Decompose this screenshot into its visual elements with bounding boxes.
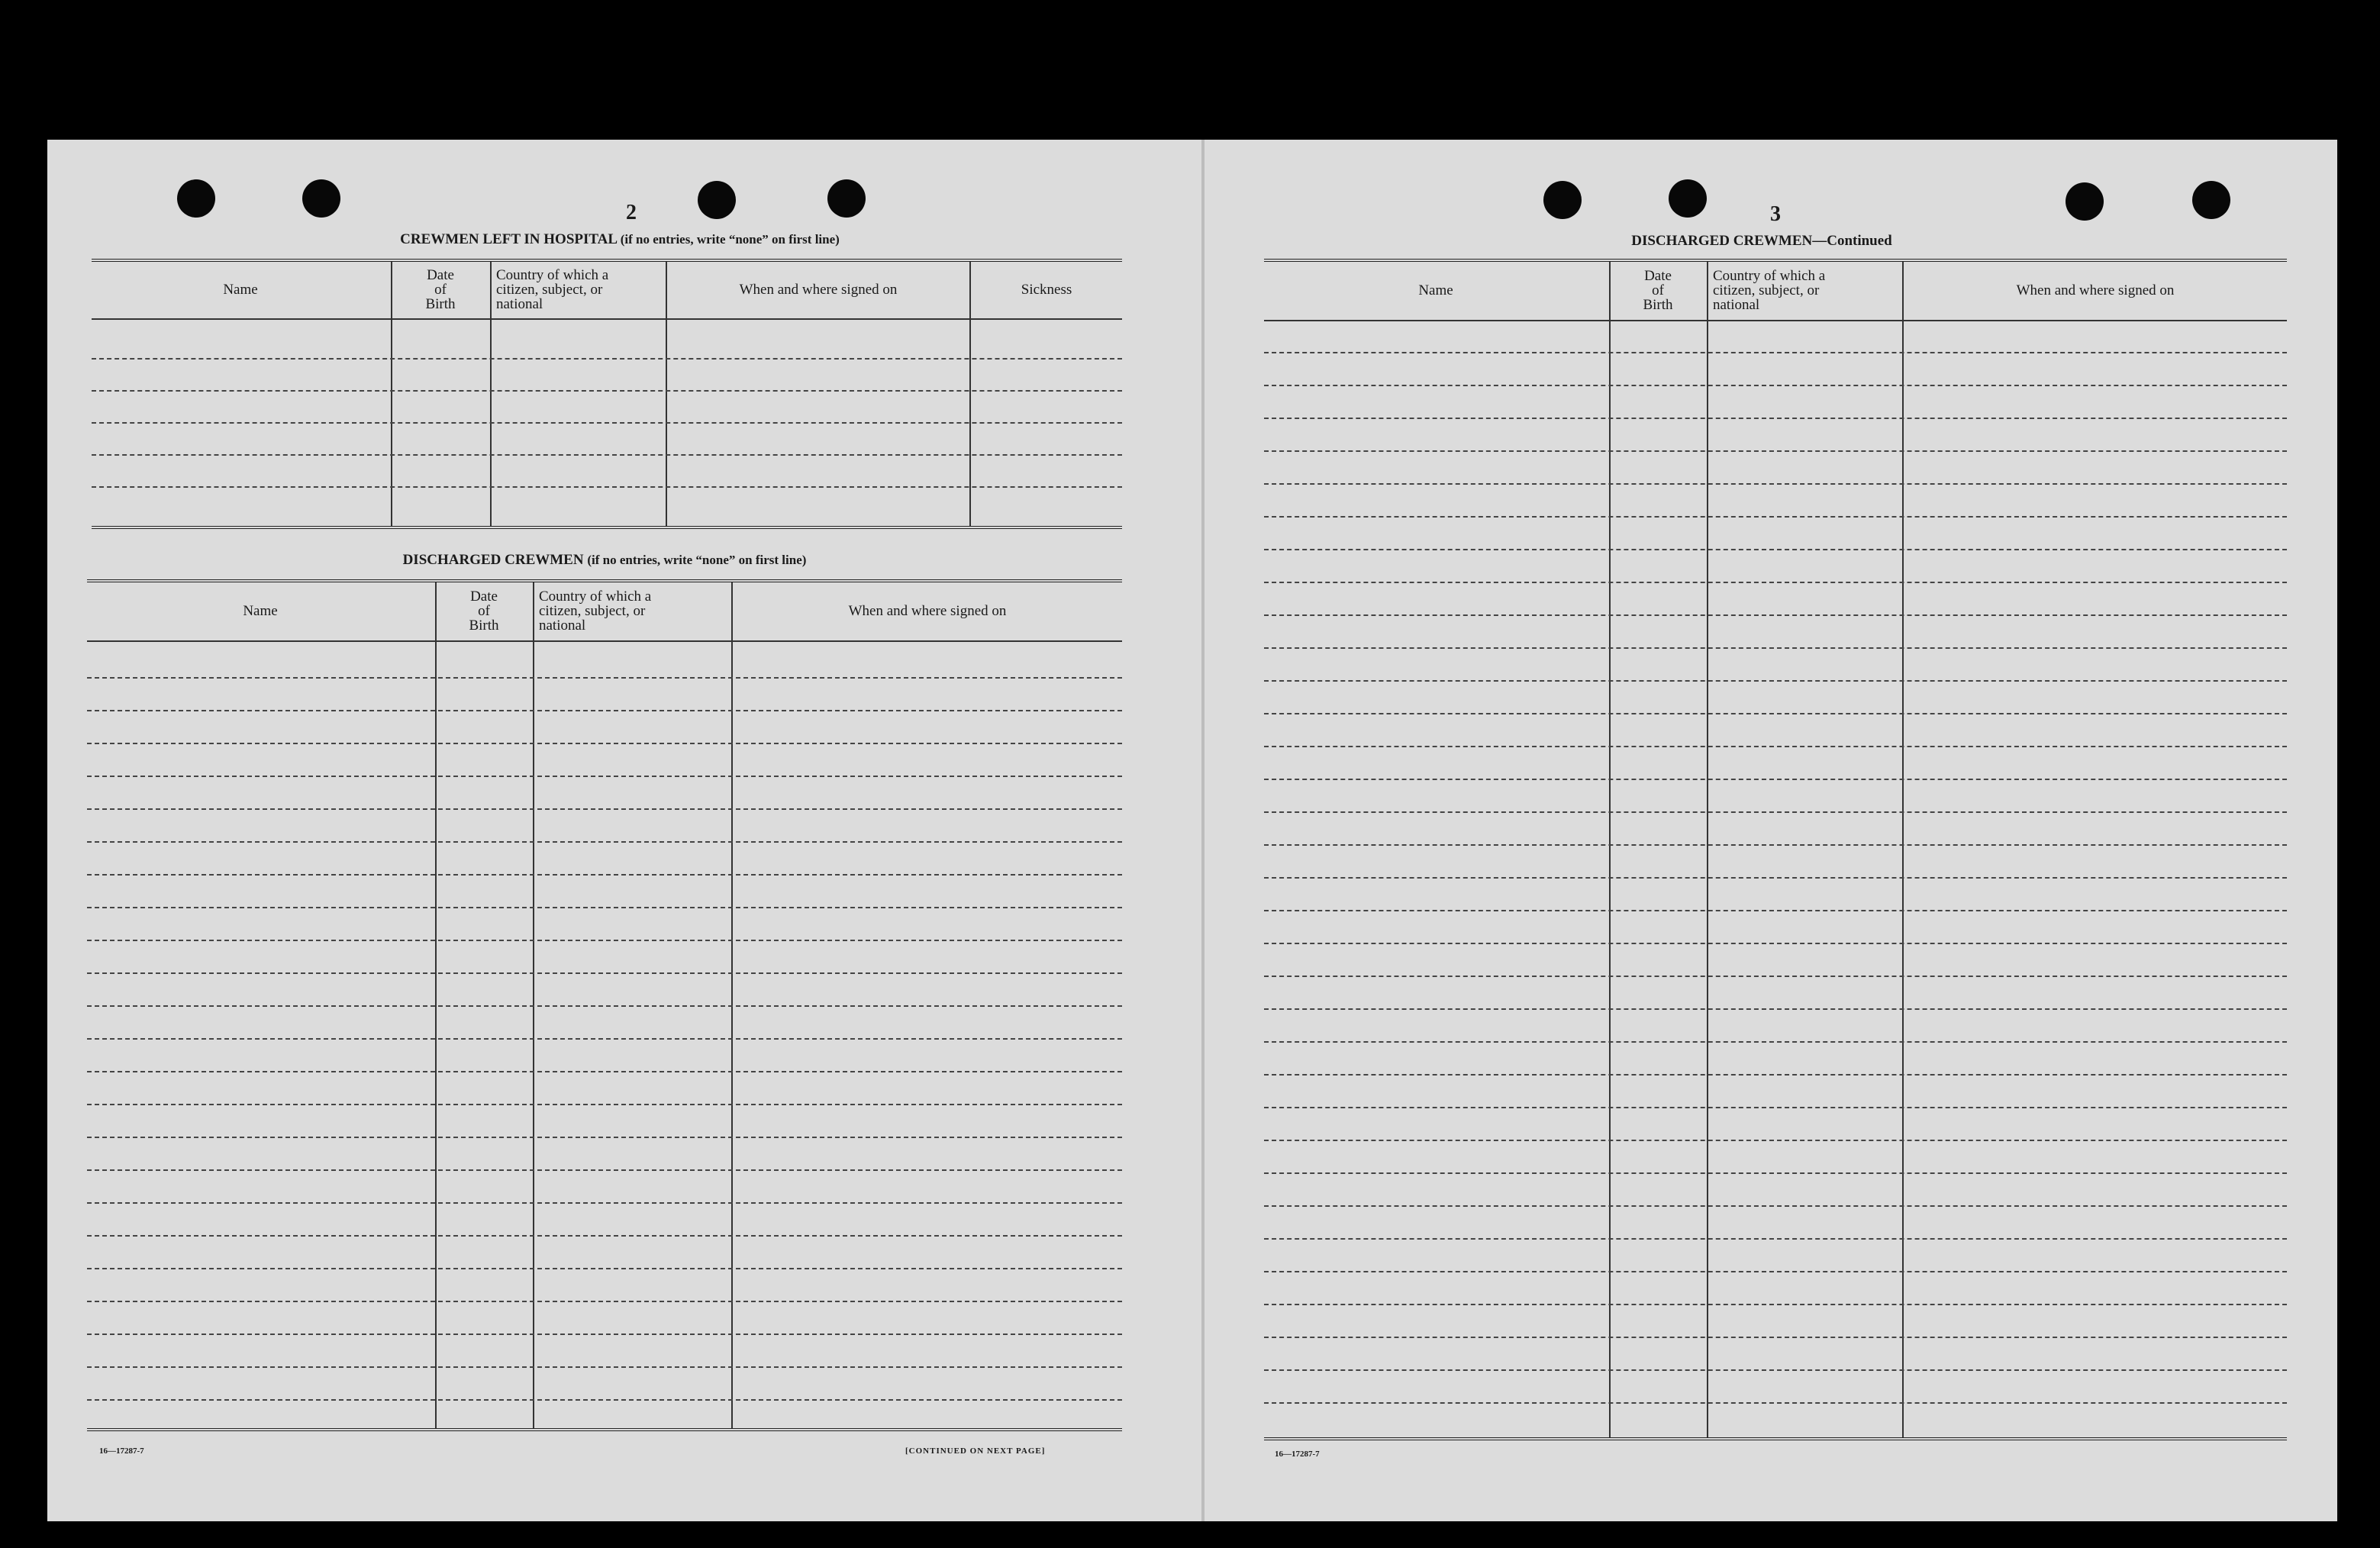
entry-line xyxy=(1264,1041,2287,1043)
entry-line xyxy=(87,710,1122,711)
entry-line xyxy=(1264,418,2287,419)
left-page xyxy=(47,140,1201,1521)
entry-line xyxy=(1264,910,2287,911)
discharged-table xyxy=(87,579,1122,1431)
column-divider xyxy=(1609,262,1611,1437)
right-page xyxy=(1205,140,2337,1521)
column-header-name: Name xyxy=(243,602,278,619)
discharged-title-note: (if no entries, write “none” on first line) xyxy=(587,553,807,567)
entry-line xyxy=(1264,450,2287,452)
punch-hole-icon xyxy=(1669,179,1707,218)
entry-line xyxy=(1264,1369,2287,1371)
column-header-sickness: Sickness xyxy=(1021,281,1072,298)
entry-line xyxy=(1264,1337,2287,1338)
entry-line xyxy=(87,841,1122,843)
entry-line xyxy=(87,1038,1122,1040)
entry-line xyxy=(1264,1107,2287,1108)
entry-line xyxy=(87,1301,1122,1302)
entry-line xyxy=(92,390,1122,392)
entry-line xyxy=(87,776,1122,777)
entry-line xyxy=(1264,844,2287,846)
entry-line xyxy=(87,1399,1122,1401)
entry-line xyxy=(1264,516,2287,518)
column-header-date-of-birth: Date of Birth xyxy=(425,266,456,312)
header-divider xyxy=(92,318,1122,320)
page-number: 2 xyxy=(626,201,637,224)
column-divider xyxy=(1707,262,1708,1437)
entry-line xyxy=(87,1202,1122,1204)
entry-line xyxy=(87,743,1122,744)
discharged-section-title xyxy=(261,552,948,569)
header-divider xyxy=(87,640,1122,642)
page-number: 3 xyxy=(1770,202,1781,226)
column-divider xyxy=(1902,262,1904,1437)
column-header-name: Name xyxy=(223,281,258,298)
discharged-title-text: DISCHARGED CREWMEN xyxy=(402,552,584,568)
entry-line xyxy=(1264,746,2287,747)
continued-note: [CONTINUED ON NEXT PAGE] xyxy=(905,1446,1046,1456)
entry-line xyxy=(1264,385,2287,386)
entry-line xyxy=(92,454,1122,456)
column-header-date-of-birth: Date of Birth xyxy=(1643,267,1673,313)
discharged-continued-table xyxy=(1264,259,2287,1440)
entry-line xyxy=(87,677,1122,679)
entry-line xyxy=(1264,877,2287,879)
punch-hole-icon xyxy=(2066,182,2104,221)
entry-line xyxy=(1264,680,2287,682)
column-header-name: Name xyxy=(1418,282,1453,298)
column-header-country: Country of which a citizen, subject, or national xyxy=(1713,267,1826,313)
entry-line xyxy=(1264,582,2287,583)
entry-line xyxy=(1264,1402,2287,1404)
entry-line xyxy=(1264,1271,2287,1272)
column-header-signed-on: When and where signed on xyxy=(2016,282,2175,298)
entry-line xyxy=(1264,1074,2287,1076)
form-code: 16—17287-7 xyxy=(1275,1450,1320,1459)
entry-line xyxy=(1264,352,2287,353)
entry-line xyxy=(87,808,1122,810)
entry-line xyxy=(87,940,1122,941)
punch-hole-icon xyxy=(302,179,340,218)
entry-line xyxy=(1264,976,2287,977)
entry-line xyxy=(87,874,1122,876)
entry-line xyxy=(1264,614,2287,616)
header-divider xyxy=(1264,320,2287,321)
entry-line xyxy=(87,972,1122,974)
hospital-table xyxy=(92,259,1122,529)
entry-line xyxy=(1264,549,2287,550)
hospital-section-title xyxy=(276,231,963,248)
entry-line xyxy=(87,1005,1122,1007)
entry-line xyxy=(87,1235,1122,1237)
column-header-country: Country of which a citizen, subject, or national xyxy=(539,588,652,634)
column-header-date-of-birth: Date of Birth xyxy=(469,588,499,634)
column-header-country: Country of which a citizen, subject, or national xyxy=(496,266,609,312)
entry-line xyxy=(1264,647,2287,649)
entry-line xyxy=(1264,713,2287,714)
punch-hole-icon xyxy=(698,181,736,219)
form-code: 16—17287-7 xyxy=(99,1446,144,1456)
entry-line xyxy=(1264,943,2287,944)
discharged-continued-title: DISCHARGED CREWMEN—Continued xyxy=(1631,233,1892,249)
entry-line xyxy=(92,358,1122,360)
hospital-title-text: CREWMEN LEFT IN HOSPITAL xyxy=(400,231,617,247)
entry-line xyxy=(1264,1238,2287,1240)
punch-hole-icon xyxy=(1543,181,1582,219)
entry-line xyxy=(87,1334,1122,1335)
entry-line xyxy=(92,486,1122,488)
punch-hole-icon xyxy=(2192,181,2230,219)
entry-line xyxy=(1264,1140,2287,1141)
entry-line xyxy=(87,1071,1122,1072)
entry-line xyxy=(92,422,1122,424)
entry-line xyxy=(1264,779,2287,780)
entry-line xyxy=(1264,1008,2287,1010)
entry-line xyxy=(87,1169,1122,1171)
entry-line xyxy=(87,1104,1122,1105)
entry-line xyxy=(1264,1205,2287,1207)
entry-line xyxy=(1264,811,2287,813)
entry-line xyxy=(1264,483,2287,485)
column-header-signed-on: When and where signed on xyxy=(739,281,898,298)
punch-hole-icon xyxy=(177,179,215,218)
entry-line xyxy=(1264,1304,2287,1305)
entry-line xyxy=(87,907,1122,908)
entry-line xyxy=(87,1268,1122,1269)
entry-line xyxy=(87,1366,1122,1368)
entry-line xyxy=(87,1137,1122,1138)
column-header-signed-on: When and where signed on xyxy=(848,602,1007,619)
punch-hole-icon xyxy=(827,179,866,218)
hospital-title-note: (if no entries, write “none” on first line) xyxy=(620,232,840,247)
entry-line xyxy=(1264,1172,2287,1174)
